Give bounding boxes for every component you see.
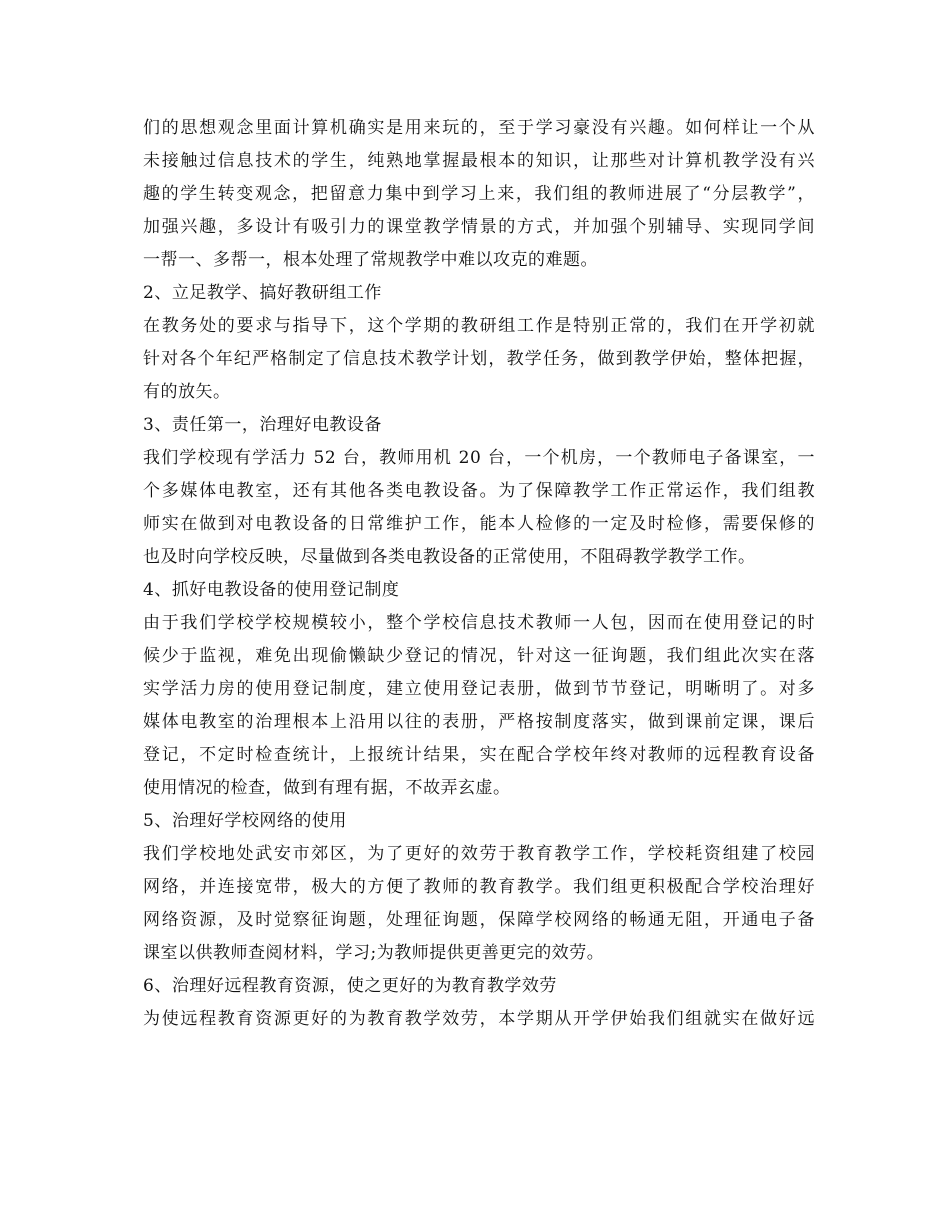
text-line: 有的放矢。	[143, 382, 231, 402]
section-heading: 3、责任第一，治理好电教设备	[143, 415, 382, 435]
paragraph	[143, 838, 815, 970]
text-line: 在教务处的要求与指导下，这个学期的教研组工作是特别正常的，我们在开学初就	[143, 316, 815, 336]
text-line: 网络资源，及时觉察征询题，处理征询题，保障学校网络的畅通无阻，开通电子备	[143, 910, 815, 930]
text-line: 未接触过信息技术的学生，纯熟地掌握最根本的知识，让那些对计算机教学没有兴	[143, 151, 815, 171]
text-line: 师实在做到对电教设备的日常维护工作，能本人检修的一定及时检修，需要保修的	[143, 514, 815, 534]
text-line: 加强兴趣，多设计有吸引力的课堂教学情景的方式，并加强个别辅导、实现同学间	[143, 217, 815, 237]
text-line: 实学活力房的使用登记制度，建立使用登记表册，做到节节登记，明晰明了。对多	[143, 679, 815, 699]
text-line: 我们学校地处武安市郊区，为了更好的效劳于教育教学工作，学校耗资组建了校园	[143, 844, 815, 864]
section-heading: 5、治理好学校网络的使用	[143, 811, 347, 831]
document-body	[143, 112, 815, 1036]
paragraph	[143, 112, 815, 277]
section-heading: 4、抓好电教设备的使用登记制度	[143, 580, 400, 600]
text-line: 们的思想观念里面计算机确实是用来玩的，至于学习豪没有兴趣。如何样让一个从	[143, 118, 815, 138]
text-line: 使用情况的检查，做到有理有据，不故弄玄虚。	[143, 778, 511, 798]
text-line: 我们学校现有学活力 52 台，教师用机 20 台，一个机房，一个教师电子备课室，一	[143, 448, 815, 468]
paragraph	[143, 310, 815, 409]
paragraph	[143, 1003, 815, 1036]
text-line: 趣的学生转变观念，把留意力集中到学习上来，我们组的教师进展了“分层教学”，	[143, 184, 815, 204]
text-line: 候少于监视，难免出现偷懒缺少登记的情况，针对这一征询题，我们组此次实在落	[143, 646, 815, 666]
paragraph	[143, 442, 815, 574]
text-line: 课室以供教师查阅材料，学习;为教师提供更善更完的效劳。	[143, 943, 605, 963]
section-heading: 2、立足教学、搞好教研组工作	[143, 283, 382, 303]
text-line: 网络，并连接宽带，极大的方便了教师的教育教学。我们组更积极配合学校治理好	[143, 877, 815, 897]
text-line: 为使远程教育资源更好的为教育教学效劳，本学期从开学伊始我们组就实在做好远	[143, 1009, 815, 1029]
section-heading: 6、治理好远程教育资源，使之更好的为教育教学效劳	[143, 976, 557, 996]
text-line: 媒体电教室的治理根本上沿用以往的表册，严格按制度落实，做到课前定课，课后	[143, 712, 815, 732]
text-line: 针对各个年纪严格制定了信息技术教学计划，教学任务，做到教学伊始，整体把握，	[143, 349, 815, 369]
text-line: 也及时向学校反映，尽量做到各类电教设备的正常使用，不阻碍教学教学工作。	[143, 547, 756, 567]
text-line: 个多媒体电教室，还有其他各类电教设备。为了保障教学工作正常运作，我们组教	[143, 481, 815, 501]
text-line: 一帮一、多帮一，根本处理了常规教学中难以攻克的难题。	[143, 250, 598, 270]
paragraph	[143, 607, 815, 805]
text-line: 由于我们学校学校规模较小，整个学校信息技术教师一人包，因而在使用登记的时	[143, 613, 815, 633]
text-line: 登记，不定时检查统计，上报统计结果，实在配合学校年终对教师的远程教育设备	[143, 745, 815, 765]
